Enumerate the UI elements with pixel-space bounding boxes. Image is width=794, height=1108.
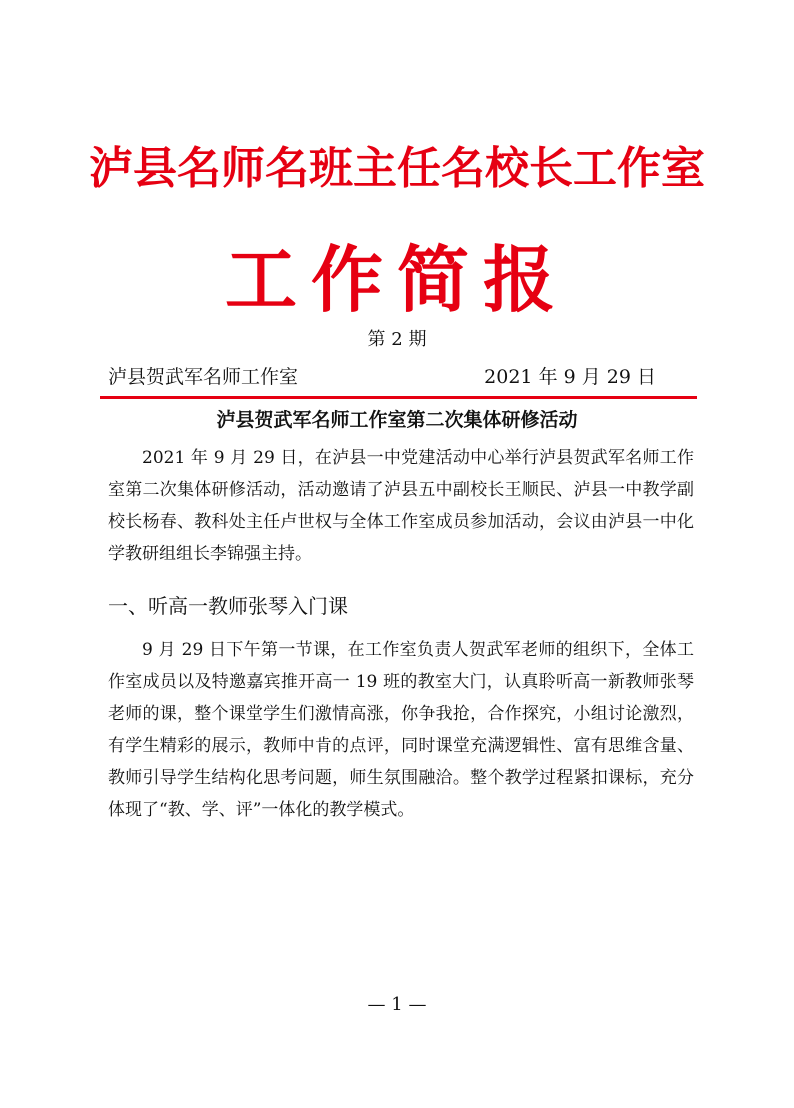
issue-number: 第 2 期 (367, 329, 427, 350)
article-paragraph-1: 2021 年 9 月 29 日，在泸县一中党建活动中心举行泸县贺武军名师工作室第二次集体研修活动，活动邀请了泸县五中副校长王顺民、泸县一中教学副校长杨春、教科处主任卢世权与全体工作室成员参加活动，会议由泸县一中化学教研组组长李锦强主持。 (108, 448, 694, 564)
article-paragraph-2: 9 月 29 日下午第一节课，在工作室负责人贺武军老师的组织下，全体工作室成员以及特邀嘉宾推开高一 19 班的教室大门，认真聆听高一新教师张琴老师的课，整个课堂学生们激情高涨，你争我抢，合作探究，小组讨论激烈，有学生精彩的展示，教师中肯的点评，同时课堂充满逻辑性、富有思维含量、教师引导学生结构化思考问题，师生氛围融洽。整个教学过程紧扣课标，充分体现了“教、学、评”一体化的教学模式。 (108, 640, 694, 820)
red-divider-rule (100, 396, 697, 399)
masthead-title: 工作简报 (224, 238, 569, 322)
page-number: — 1 — (367, 994, 427, 1015)
section-heading-1: 一、听高一教师张琴入门课 (108, 594, 348, 618)
article-title: 泸县贺武军名师工作室第二次集体研修活动 (216, 409, 578, 431)
masthead-organization: 泸县名师名班主任名校长工作室 (89, 143, 705, 194)
studio-name: 泸县贺武军名师工作室 (108, 366, 299, 388)
issue-date: 2021 年 9 月 29 日 (484, 366, 656, 388)
